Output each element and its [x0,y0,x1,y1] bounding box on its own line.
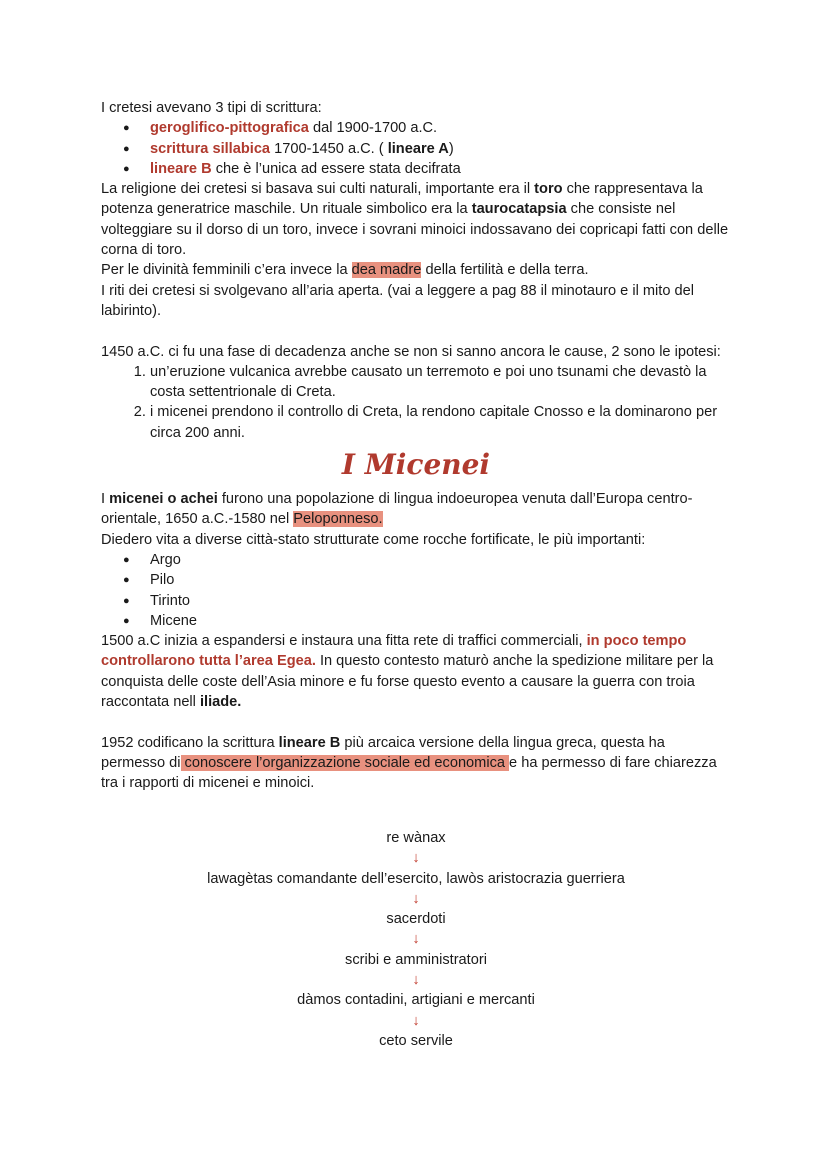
highlight: dea madre [351,262,422,279]
list-item: ● scrittura sillabica 1700-1450 a.C. ( lineare A) [150,139,731,159]
list-item: 1. un’eruzione vulcanica avrebbe causato un terremoto e poi uno tsunami che devastò la costa settentrionale di Creta. [150,362,731,403]
goddess-paragraph: Per le divinità femminili c’era invece la dea madre della fertilità e della terra. [101,262,589,279]
rites-paragraph: I riti dei cretesi si svolgevano all’aria aperta. (vai a leggere a pag 88 il minotauro e il mito del labirinto). [101,282,694,319]
hierarchy-level: dàmos contadini, artigiani e mercanti [297,992,535,1009]
list-item: 2. i micenei prendono il controllo di Creta, la rendono capitale Cnosso e la dominarono per circa 200 anni. [150,402,731,443]
micenei-paragraph: I micenei o achei furono una popolazione di lingua indoeuropea venuta dall’Europa centro-orientale, 1650 a.C.-1580 nel Peloponneso. [101,491,693,528]
section-title: I Micenei [341,448,491,482]
list-item: ● lineare B che è l’unica ad essere stata decifrata [150,159,731,179]
hierarchy-level: scribi e amministratori [345,951,487,968]
hierarchy-level: re wànax [386,830,446,846]
cities-list [101,550,731,631]
list-item: ● Micene [150,611,731,631]
hypotheses-list [101,362,731,443]
document-body [101,98,731,794]
arrow-down-icon: ↓ [412,972,420,989]
list-item: ● geroglifico-pittografica dal 1900-1700 a.C. [150,118,731,138]
list-item: ● Tirinto [150,591,731,611]
cities-intro: Diedero vita a diverse città-stato strutturate come rocche fortificate, le più importanti: [101,531,646,548]
highlight: conoscere l’organizzazione sociale ed economica [180,754,510,771]
arrow-down-icon: ↓ [412,850,420,867]
linear-b-paragraph: 1952 codificano la scrittura lineare B più arcaica versione della lingua greca, questa ha permesso di conoscere l’organizzazione sociale ed economica e ha permesso di fare chiarezza tra i rapporti di micenei e minoici. [101,734,717,792]
religion-paragraph: La religione dei cretesi si basava sui culti naturali, importante era il toro che rappresentava la potenza generatrice maschile. Un rituale simbolico era la taurocatapsia che consiste nel volteggiare su il dorso di un toro, invece i sovrani minoici indossavano dei copricapi fatti con delle corna di toro. [101,181,729,259]
intro-text: I cretesi avevano 3 tipi di scrittura: [101,100,322,116]
decline-paragraph: 1450 a.C. ci fu una fase di decadenza anche se non si sanno ancora le cause, 2 sono le ipotesi: [101,343,721,360]
writing-list [101,118,731,179]
hierarchy-level: ceto servile [379,1032,453,1049]
hierarchy-level: lawagètas comandante dell’esercito, lawòs aristocrazia guerriera [207,870,625,887]
social-hierarchy [101,828,731,1051]
highlight: Peloponneso. [293,511,383,528]
expansion-paragraph: 1500 a.C inizia a espandersi e instaura una fitta rete di traffici commerciali, in poco tempo controllarono tutta l’area Egea. In questo contesto maturò anche la spedizione militare per la conquista delle coste dell’Asia minore e fu forse questo evento a causare la guerra con troia raccontata nell iliade. [101,633,714,711]
hierarchy-level: sacerdoti [386,911,446,928]
arrow-down-icon: ↓ [412,1012,420,1029]
arrow-down-icon: ↓ [412,931,420,948]
list-item: ● Argo [150,550,731,570]
arrow-down-icon: ↓ [412,890,420,907]
list-item: ● Pilo [150,570,731,590]
